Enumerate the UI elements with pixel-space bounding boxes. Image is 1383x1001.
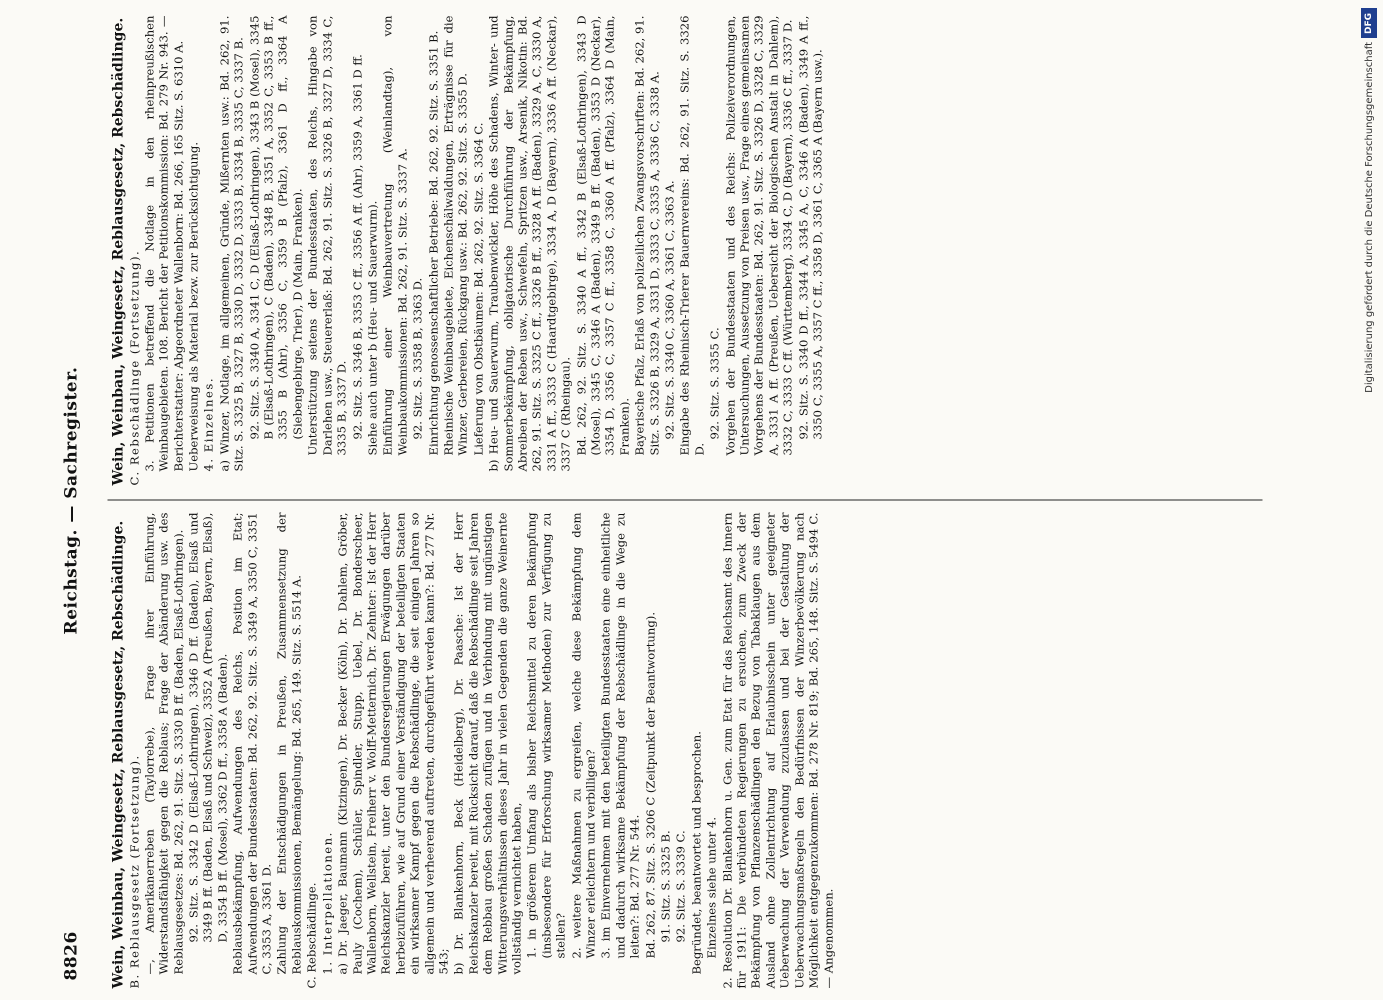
paragraph: Rheinische Weinbaugebiete, Eichenschälwaldungen, Erträgnisse für die Winzer, Gerbereien, Rückgang usw.: Bd. 262, 92. Sitz. S. 3355 D.	[441, 15, 470, 456]
dfg-logo: DFG	[1361, 8, 1377, 38]
left-column	[112, 513, 1343, 989]
paragraph: a) Winzer, Notlage, im allgemeinen, Gründe, Mißernten usw.: Bd. 262, 91. Sitz. S. 3325 B, 3327 B, 3330 D, 3332 D, 3333 B, 3334 B, 3335 C, 3337 B.	[217, 15, 246, 472]
paragraph: Einzelnes siehe unter 4.	[704, 816, 719, 959]
left-subsection: B. Reblausgesetz (Fortsetzung).	[127, 754, 142, 989]
page-title: Reichstag. — Sachregister.	[61, 366, 82, 635]
paragraph: Bayerische Pfalz, Erlaß von polizeilichen Zwangsvorschriften: Bd. 262, 91. Sitz. S. 3326 B, 3329 A, 3331 D, 3333 C, 3335 A, 3336 C, 3338 A.	[632, 15, 662, 456]
paragraph: Unterstützung seitens der Bundesstaaten, des Reichs, Hingabe von Darlehen usw., Steuererlaß: Bd. 262, 91. Sitz. S. 3326 B, 3327 D, 3334 C, 3335 B, 3337 D.	[305, 15, 349, 456]
subsection-heading: 4. Einzelnes.	[201, 376, 216, 472]
paragraph: Bd. 262, 87. Sitz. S. 3206 C (Zeitpunkt der Beantwortung).	[643, 612, 658, 959]
paragraph: —, Amerikanerreben (Taylorrebe), Frage ihrer Einführung, Widerstandsfähigkeit gegen die Reblaus; Frage der Abänderung usw. des Reblausgesetzes: Bd. 262, 91. Sitz. S. 3330 B ff. (Baden, Elsaß-Lothringen).	[142, 512, 186, 975]
paragraph: 92. Sitz. S. 3340 A, 3341 C, D (Elsaß-Lothringen), 3343 B (Mosel), 3345 B (Elsaß-Lothringen), C (Baden), 3348 B, 3351 A, 3352 C, 3353 B ff., 3355 B (Ahr), 3356 C, 3359 B (Pfalz), 3361 D ff., 3364 A (Siebengebirge, Trier), D (Main, Franken).	[247, 15, 305, 440]
funding-note: Digitalisierung gefördert durch die Deutsche Forschungsgemeinschaft	[1364, 42, 1375, 393]
paragraph: 92. Sitz. S. 3342 D (Elsaß-Lothringen), 3346 D ff. (Baden), Elsaß und 3349 B ff. (Baden, Elsaß und Schweiz), 3352 A (Preußen, Bayern, Elsaß), D, 3354 B ff. (Mosel), 3362 D ff., 3358 A (Baden).	[186, 512, 230, 943]
paragraph: Einführung einer Weinbauvertretung (Weinlandtag), von Weinbaukommissionen: Bd. 262, 91. Sitz. S. 3337 A.	[380, 15, 410, 456]
paragraph: Eingabe des Rheinisch-Trierer Bauernvereins: Bd. 262, 91. Sitz. S. 3326 D.	[677, 15, 707, 456]
subsection-heading: 1. Interpellationen.	[320, 831, 335, 975]
paragraph: 1. in größerem Umfang als bisher Reichsmittel zu deren Bekämpfung (insbesondere für Erforschung wirksamer Methoden) zur Verfügung zu stellen?	[524, 512, 568, 959]
paragraph: 91. Sitz. S. 3325 B.	[658, 830, 673, 943]
paragraph: Vorgehen der Bundesstaaten und des Reichs: Polizeiverordnungen, Untersuchungen, Aussetzung von Preisen usw., Frage eines gemeinsamen Vorgehens der Bundesstaaten: Bd. 262, 91. Sitz. S. 3326 D, 3328 C, 3329 A, 3331 A ff. (Preußen, Uebersicht der Biologischen Anstalt in Dahlem), 3332 C, 3333 C ff. (Württemberg), 3334 C, D (Bayern), 3336 C ff., 3337 D.	[723, 15, 795, 456]
paragraph: 2. weitere Maßnahmen zu ergreifen, welche diese Bekämpfung dem Winzer erleichtern und verbilligen?	[569, 512, 598, 959]
paragraph: 3. im Einvernehmen mit den beteiligten Bundesstaaten eine einheitliche und dadurch wirksame Bekämpfung der Rebschädlinge in die Wege zu leiten?: Bd. 277 Nr. 544.	[598, 512, 642, 959]
paragraph: Ueberweisung als Material bezw. zur Berücksichtigung.	[186, 141, 201, 472]
right-subsection: C. Rebschädlinge (Fortsetzung).	[127, 249, 142, 486]
left-section-title: Wein, Weinbau, Weingesetz, Reblausgesetz, Rebschädlinge.	[110, 520, 127, 989]
paragraph: Lieferung von Obstbäumen: Bd. 262, 92. Sitz. S. 3364 C.	[471, 122, 486, 456]
paragraph: 92. Sitz. S. 3355 C.	[707, 327, 722, 440]
paragraph: 92. Sitz. S. 3358 B, 3363 D.	[410, 277, 425, 440]
paragraph: 92. Sitz. S. 3340 C, 3360 A, 3361 C, 3363 A.	[662, 180, 677, 440]
paragraph: 92. Sitz. S. 3346 B, 3353 C ff., 3356 A ff. (Ahr), 3359 A, 3361 D ff.	[350, 54, 364, 440]
paragraph: Reblausbekämpfung, Aufwendungen des Reichs, Position im Etat; Aufwendungen der Bundesstaaten: Bd. 262, 92. Sitz. S. 3349 A, 3350 C, 3351 C, 3353 A, 3361 D.	[230, 512, 274, 975]
paragraph: a) Dr. Jaeger, Baumann (Kitzingen), Dr. Becker (Köln), Dr. Dahlem, Gröber, Pauly (Cochem), Schüler, Spindler, Stupp, Uebel, Dr. Bonderscheer, Wallenborn, Wellstein, Freiherr v. Wolff-Metternich, Dr. Zehnter: Ist der Herr Reichskanzler bereit, unter den Bundesregierungen Erwägungen darüber herbeizuführen, wie auf Grund einer Verständigung der beteiligten Staaten ein wirksamer Kampf gegen die Rebschädlinge, die seit einigen Jahren so allgemein und verheerend auftreten, durchgeführt werden kann?: Bd. 277 Nr. 543;	[335, 512, 451, 975]
paragraph: Siehe auch unter b (Heu- und Sauerwurm).	[365, 200, 380, 456]
paragraph: Zahlung der Entschädigungen in Preußen, Zusammensetzung der Reblauskommissionen, Bemängelung: Bd. 265, 149. Sitz. S. 5514 A.	[274, 512, 304, 975]
subsection-heading: C. Rebschädlinge.	[304, 882, 319, 989]
page-number: 8826	[61, 931, 82, 981]
paragraph: 3. Petitionen betreffend die Notlage in den rheinpreußischen Weinbaugebieten. 108. Bericht der Petitionskommission: Bd. 279 Nr. 943. — Berichterstatter: Abgeordneter Wallenborn: Bd. 266, 165 Sitz. S. 6310 A.	[142, 15, 186, 472]
paragraph: Begründet, beantwortet und besprochen.	[689, 731, 704, 975]
paragraph: 92. Sitz. S. 3339 C.	[673, 830, 688, 943]
paragraph: b) Heu- und Sauerwurm, Traubenwickler, Höhe des Schadens, Winter- und Sommerbekämpfung, obligatorische Durchführung der Bekämpfung, Abreiben der Reben usw., Schwefeln, Spritzen usw., Arsenik, Nikotin: Bd. 262, 91. Sitz. S. 3325 C ff., 3326 B ff., 3328 A ff. (Baden), 3329 A, C, 3330 A, 3331 A ff., 3333 C (Haardtgebirge), 3334 A, D (Bayern), 3336 A ff. (Neckar), 3337 C (Rheingau).	[486, 15, 573, 472]
paragraph: b) Dr. Blankenhorn, Beck (Heidelberg), Dr. Paasche: Ist der Herr Reichskanzler bereit, mit Rücksicht darauf, daß die Rebschädlinge seit Jahren dem Rebbau großen Schaden zufügen und in Verbindung mit ungünstigen Witterungsverhältnissen dieses Jahr in vielen Gegenden die ganze Weinernte vollständig vernichtet haben,	[451, 512, 524, 975]
right-column	[112, 16, 1343, 486]
paragraph: Bd. 262, 92. Sitz. S. 3340 A ff., 3342 B (Elsaß-Lothringen), 3343 D (Mosel), 3345 C, 3346 A (Baden), 3349 B ff. (Baden), 3353 D (Neckar), 3354 D, 3356 C, 3357 C ff., 3358 C, 3360 A ff. (Pfalz), 3364 D (Main, Franken).	[574, 15, 632, 456]
paragraph: 2. Resolution Dr. Blankenhorn u. Gen. zum Etat für das Reichsamt des Innern für 1911: Die verbündeten Regierungen zu ersuchen, zum Zweck der Bekämpfung von Pflanzenschädlingen den Bezug von Tabaklaugen aus dem Ausland ohne Zollentrichtung auf Erlaubnisschein unter geeigneter Ueberwachung der Verwendung zuzulassen und bei der Gestaltung der Ueberwachungsmaßregeln den Bedürfnissen der Winzerbevölkerung nach Möglichkeit entgegenzukommen: Bd. 278 Nr. 819; Bd. 265, 148. Sitz. S. 5494 C. — Angenommen.	[720, 512, 835, 989]
rotated-page	[0, 1, 1383, 1001]
paragraph: 92. Sitz. S. 3340 D ff., 3344 A, 3345 A, C, 3346 A (Baden), 3349 A ff., 3350 C, 3355 A, 3357 C ff., 3358 D, 3361 C, 3365 A (Bayern usw.).	[796, 15, 825, 440]
right-section-title: Wein, Weinbau, Weingesetz, Reblausgesetz, Rebschädlinge.	[110, 17, 127, 486]
page-header	[62, 21, 92, 981]
paragraph: Einrichtung genossenschaftlicher Betriebe: Bd. 262, 92. Sitz. S. 3351 B.	[426, 30, 441, 456]
column-divider	[108, 500, 1263, 501]
